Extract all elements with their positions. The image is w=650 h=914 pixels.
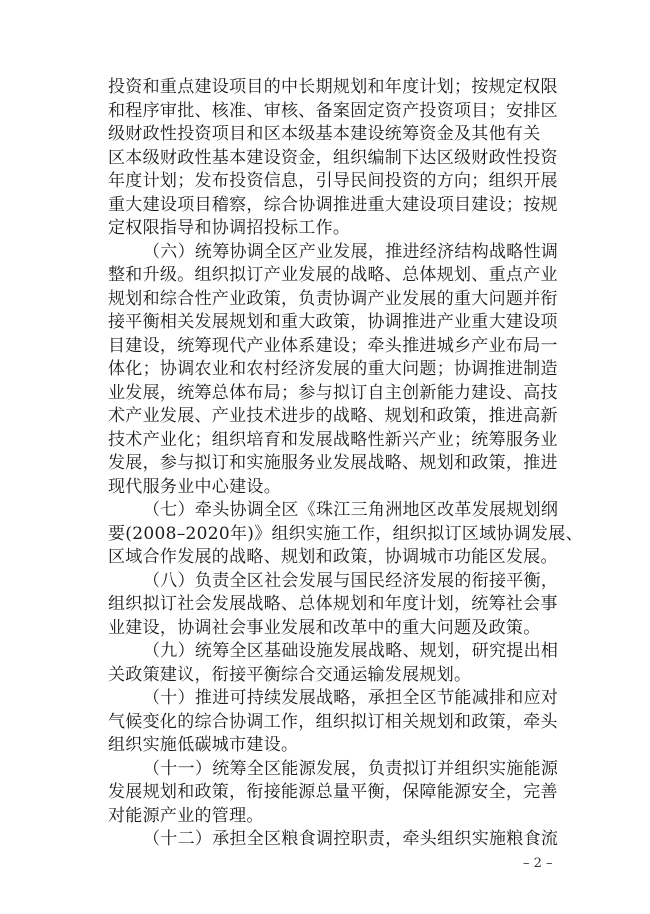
- paragraph-heading-12: （十二）承担全区粮食调控职责，牵头组织实施粮食流: [143, 829, 559, 849]
- text-line: 技术产业化；组织培育和发展战略性新兴产业；统筹服务业: [108, 429, 558, 450]
- text-line: 区本级财政性基本建设资金，组织编制下达区级财政性投资: [108, 147, 558, 168]
- text-line: 接平衡相关发展规划和重大政策，协调推进产业重大建设项: [108, 312, 558, 332]
- text-line: 业发展，统筹总体布局；参与拟订自主创新能力建设、高技: [108, 382, 558, 403]
- paragraph-heading-9: （九）统筹全区基础设施发展战略、规划，研究提出相: [143, 641, 559, 661]
- text-line: 要(2008–2020年)》组织实施工作，组织拟订区域协调发展、: [108, 523, 583, 544]
- text-line: 术产业发展、产业技术进步的战略、规划和政策，推进高新: [108, 406, 558, 426]
- text-line: 目建设，统筹现代产业体系建设；牵头推进城乡产业布局一: [108, 335, 558, 356]
- text-line: 区域合作发展的战略、规划和政策，协调城市功能区发展。: [108, 547, 558, 567]
- text-line: 级财政性投资项目和区本级基本建设统筹资金及其他有关: [108, 124, 541, 144]
- paragraph-heading-7: （七）牵头协调全区《珠江三角洲地区改革发展规划纲: [143, 500, 559, 520]
- text-line: 现代服务业中心建设。: [108, 476, 281, 497]
- text-line: 气候变化的综合协调工作，组织拟订相关规划和政策，牵头: [108, 711, 558, 732]
- page-number: – 2 –: [523, 856, 553, 871]
- text-line: 对能源产业的管理。: [108, 805, 264, 826]
- text-line: 整和升级。组织拟订产业发展的战略、总体规划、重点产业: [108, 265, 558, 285]
- text-line: 定权限指导和协调招投标工作。: [108, 218, 351, 238]
- text-line: 体化；协调农业和农村经济发展的重大问题；协调推进制造: [108, 359, 558, 379]
- text-line: 业建设，协调社会事业发展和改革中的重大问题及政策。: [108, 617, 541, 638]
- text-line: 规划和综合性产业政策，负责协调产业发展的重大问题并衔: [108, 288, 558, 309]
- text-line: 组织实施低碳城市建设。: [108, 735, 299, 755]
- text-line: 和程序审批、核准、审核、备案固定资产投资项目；安排区: [108, 100, 558, 121]
- text-line: 年度计划；发布投资信息，引导民间投资的方向；组织开展: [108, 171, 558, 191]
- text-line: 重大建设项目稽察，综合协调推进重大建设项目建设；按规: [108, 194, 558, 215]
- paragraph-heading-10: （十）推进可持续发展战略，承担全区节能减排和应对: [143, 688, 559, 708]
- text-line: 发展规划和政策，衔接能源总量平衡，保障能源安全，完善: [108, 782, 558, 802]
- paragraph-heading-6: （六）统筹协调全区产业发展，推进经济结构战略性调: [143, 241, 559, 262]
- text-line: 发展，参与拟订和实施服务业发展战略、规划和政策，推进: [108, 453, 558, 473]
- text-line: 投资和重点建设项目的中长期规划和年度计划；按规定权限: [108, 77, 558, 97]
- text-line: 组织拟订社会发展战略、总体规划和年度计划，统筹社会事: [108, 594, 558, 614]
- text-line: 关政策建议，衔接平衡综合交通运输发展规划。: [108, 664, 472, 685]
- paragraph-heading-8: （八）负责全区社会发展与国民经济发展的衔接平衡，: [143, 570, 559, 591]
- paragraph-heading-11: （十一）统筹全区能源发展，负责拟订并组织实施能源: [143, 758, 559, 779]
